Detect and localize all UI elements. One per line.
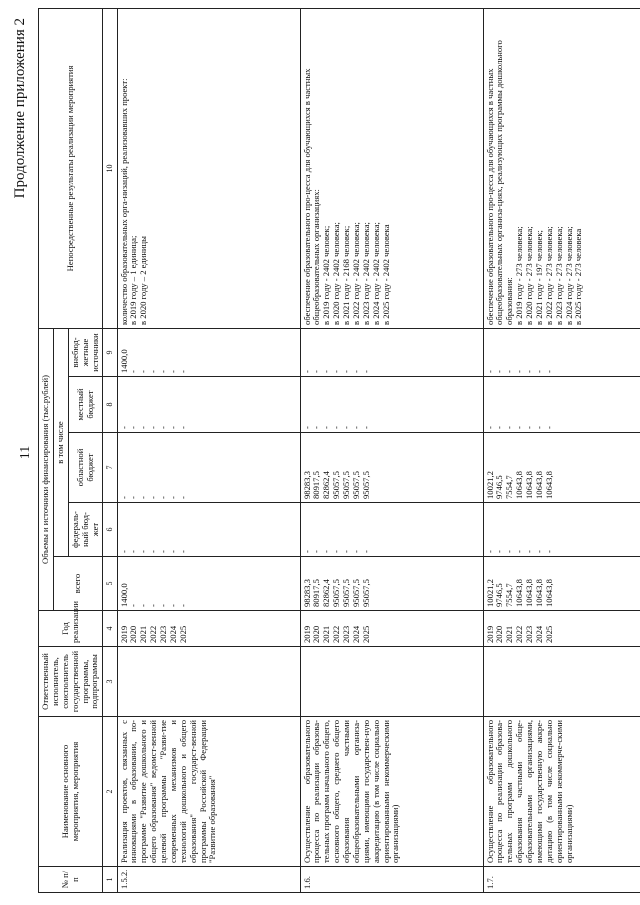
regional-value: 10643,8: [533, 471, 544, 499]
federal-value: -: [148, 550, 159, 553]
header-num: № п/п: [39, 867, 103, 893]
years-cell: [300, 611, 483, 647]
total-value: 10021,2: [484, 579, 495, 607]
extra-value: -: [504, 370, 515, 373]
total-value: 80917,5: [311, 579, 322, 607]
total-value: 82862,4: [321, 579, 332, 607]
local-value: -: [484, 426, 495, 429]
federal-cell: [483, 503, 640, 557]
regional-value: -: [148, 496, 159, 499]
local-value: -: [138, 426, 149, 429]
results-cell: [300, 8, 483, 328]
row-number: 1.6.: [300, 867, 483, 893]
extra-value: -: [341, 370, 352, 373]
results-cell: [117, 8, 300, 328]
executor-cell: [117, 647, 300, 717]
local-cell: [117, 377, 300, 433]
extra-value: -: [177, 370, 188, 373]
federal-value: -: [311, 550, 322, 553]
result-line: обеспечение образовательного про-цесса для обучающихся в частных общеобразовательных организациях:: [301, 68, 322, 325]
federal-value: -: [543, 550, 554, 553]
col-index: 3: [103, 647, 117, 717]
year-value: 2025: [543, 625, 554, 643]
result-line: в 2019 году - 273 человека;: [514, 226, 525, 325]
total-value: -: [138, 604, 149, 607]
col-index: 5: [103, 557, 117, 611]
regional-value: -: [128, 496, 139, 499]
regional-value: 95057,5: [341, 471, 352, 499]
regional-value: 9746,5: [494, 475, 505, 499]
extra-value: -: [321, 370, 332, 373]
total-cell: [117, 557, 300, 611]
extra-value: -: [158, 370, 169, 373]
regional-value: 10643,8: [514, 471, 525, 499]
regional-value: 98283,3: [301, 471, 312, 499]
total-value: -: [158, 604, 169, 607]
extra-value: -: [543, 370, 554, 373]
federal-value: -: [524, 550, 535, 553]
header-federal: федераль-ный бюд-жет: [68, 503, 103, 557]
year-value: 2024: [167, 625, 178, 643]
year-value: 2024: [350, 625, 361, 643]
result-line: количество образовательных орга-низаций, реализовавших проект:: [118, 78, 129, 325]
federal-value: -: [484, 550, 495, 553]
result-line: в 2020 году - 273 человека;: [524, 226, 535, 325]
header-incl: в том числе: [53, 328, 68, 556]
federal-value: -: [118, 550, 129, 553]
local-value: -: [311, 426, 322, 429]
total-cell: [483, 557, 640, 611]
year-value: 2019: [484, 625, 495, 643]
local-cell: [300, 377, 483, 433]
local-value: -: [118, 426, 129, 429]
extra-value: -: [484, 370, 495, 373]
regional-value: 80917,5: [311, 471, 322, 499]
local-value: -: [350, 426, 361, 429]
federal-value: -: [350, 550, 361, 553]
year-value: 2023: [524, 625, 535, 643]
table-row: [483, 8, 640, 892]
table-row: [117, 8, 300, 892]
result-line: обеспечение образовательного про-цесса для обучающихся в частных общеобразовательных организа-циях, реализующих программы дошкольного образования:: [484, 40, 515, 325]
result-line: в 2019 году – 1 единица;: [128, 235, 139, 325]
federal-value: -: [341, 550, 352, 553]
col-index: 7: [103, 433, 117, 503]
total-value: 10643,8: [514, 579, 525, 607]
financing-table: [38, 8, 640, 893]
total-value: -: [167, 604, 178, 607]
federal-value: -: [321, 550, 332, 553]
total-value: 95057,5: [341, 579, 352, 607]
local-value: -: [341, 426, 352, 429]
regional-cell: [300, 433, 483, 503]
col-index: 4: [103, 611, 117, 647]
regional-value: -: [118, 496, 129, 499]
extra-value: -: [350, 370, 361, 373]
federal-value: -: [167, 550, 178, 553]
row-number: 1.5.2.: [117, 867, 300, 893]
total-cell: [300, 557, 483, 611]
header-year: Год реализации: [39, 611, 103, 647]
result-line: в 2023 году - 2402 человека;: [360, 222, 371, 325]
extra-value: -: [301, 370, 312, 373]
table-row: [300, 8, 483, 892]
federal-cell: [117, 503, 300, 557]
regional-value: 95057,5: [360, 471, 371, 499]
extra-value: -: [494, 370, 505, 373]
regional-value: -: [138, 496, 149, 499]
result-line: в 2022 году - 2402 человека;: [350, 222, 361, 325]
extra-value: -: [167, 370, 178, 373]
federal-value: -: [177, 550, 188, 553]
regional-value: 7554,7: [504, 475, 515, 499]
local-value: -: [321, 426, 332, 429]
regional-value: 10643,8: [524, 471, 535, 499]
local-value: -: [128, 426, 139, 429]
result-line: в 2020 году – 2 единицы: [138, 236, 149, 325]
total-value: 1400,0: [118, 583, 129, 607]
regional-value: -: [167, 496, 178, 499]
local-cell: [483, 377, 640, 433]
federal-value: -: [533, 550, 544, 553]
result-line: в 2025 году - 2402 человека: [380, 224, 391, 325]
header-name: Наименование основного мероприятия, мероприятия: [39, 717, 103, 867]
federal-value: -: [128, 550, 139, 553]
local-value: -: [158, 426, 169, 429]
extra-value: -: [360, 370, 371, 373]
extra-value: -: [311, 370, 322, 373]
page-number: 11: [18, 445, 33, 460]
results-cell: [483, 8, 640, 328]
local-value: -: [504, 426, 515, 429]
total-value: -: [128, 604, 139, 607]
header-local: местный бюджет: [68, 377, 103, 433]
year-value: 2023: [158, 625, 169, 643]
years-cell: [117, 611, 300, 647]
local-value: -: [331, 426, 342, 429]
regional-cell: [117, 433, 300, 503]
federal-value: -: [301, 550, 312, 553]
total-value: 10643,8: [524, 579, 535, 607]
federal-value: -: [494, 550, 505, 553]
col-index: 1: [103, 867, 117, 893]
header-funding: Объемы и источники финансирования (тыс.рублей): [39, 328, 54, 610]
result-line: в 2023 году - 273 человека;: [553, 226, 564, 325]
continuation-caption: Продолжение приложения 2: [12, 18, 28, 199]
regional-value: 10021,2: [484, 471, 495, 499]
extra-value: -: [514, 370, 525, 373]
result-line: в 2020 году - 2402 человека;: [331, 222, 342, 325]
total-value: 10643,8: [543, 579, 554, 607]
year-value: 2020: [494, 625, 505, 643]
year-value: 2021: [138, 625, 149, 643]
total-value: 7554,7: [504, 583, 515, 607]
extra-value: -: [138, 370, 149, 373]
local-value: -: [301, 426, 312, 429]
extra-value: -: [128, 370, 139, 373]
total-value: 95057,5: [331, 579, 342, 607]
year-value: 2025: [177, 625, 188, 643]
year-value: 2019: [118, 625, 129, 643]
result-line: в 2019 году - 2402 человек;: [321, 225, 332, 325]
local-value: -: [524, 426, 535, 429]
extra-value: -: [533, 370, 544, 373]
col-index: 2: [103, 717, 117, 867]
local-value: -: [167, 426, 178, 429]
year-value: 2021: [321, 625, 332, 643]
result-line: в 2024 году - 2402 человека;: [370, 222, 381, 325]
federal-value: -: [360, 550, 371, 553]
local-value: -: [514, 426, 525, 429]
result-line: в 2025 году - 273 человека: [573, 228, 584, 325]
years-cell: [483, 611, 640, 647]
federal-value: -: [158, 550, 169, 553]
total-value: 95057,5: [350, 579, 361, 607]
local-value: -: [543, 426, 554, 429]
year-value: 2025: [360, 625, 371, 643]
total-value: -: [148, 604, 159, 607]
year-value: 2019: [301, 625, 312, 643]
regional-value: -: [158, 496, 169, 499]
col-index: 10: [103, 8, 117, 328]
regional-value: 82862,4: [321, 471, 332, 499]
header-row-1: [39, 8, 54, 892]
federal-value: -: [331, 550, 342, 553]
activity-name: Осуществление образовательного процесса по реализации образова-тельных программ начального общего, основного общего, среднего общего образования частными общеобразовательными организа-циями, имеющими государствен-ную аккредитацию (в том числе социально ориентированными некоммерческими организациями): [300, 717, 483, 867]
regional-value: 10643,8: [543, 471, 554, 499]
activity-name: Реализация проектов, связанных с инновациями в образовании, по-программе "Развитие дошкольного и общего образования" ведомст-венной целевой программы "Разви-тие современных механизмов и технологий дошкольного и общего образования" государст-венной программы Российской Федерации "Развитие образования": [117, 717, 300, 867]
year-value: 2022: [331, 625, 342, 643]
year-value: 2024: [533, 625, 544, 643]
year-value: 2020: [311, 625, 322, 643]
year-value: 2022: [514, 625, 525, 643]
year-value: 2020: [128, 625, 139, 643]
result-line: в 2021 году - 197 человек;: [533, 230, 544, 325]
executor-cell: [483, 647, 640, 717]
local-value: -: [533, 426, 544, 429]
extra-cell: [300, 328, 483, 376]
header-results: Непосредственные результаты реализации мероприятия: [39, 8, 103, 328]
result-line: в 2022 году - 273 человека;: [543, 226, 554, 325]
regional-cell: [483, 433, 640, 503]
extra-cell: [117, 328, 300, 376]
regional-value: -: [177, 496, 188, 499]
federal-cell: [300, 503, 483, 557]
result-line: в 2021 году - 2168 человек;: [341, 225, 352, 325]
federal-value: -: [504, 550, 515, 553]
header-extra: внебюд-жетные источники: [68, 328, 103, 376]
executor-cell: [300, 647, 483, 717]
local-value: -: [494, 426, 505, 429]
extra-value: -: [524, 370, 535, 373]
year-value: 2021: [504, 625, 515, 643]
extra-value: -: [331, 370, 342, 373]
col-index: 8: [103, 377, 117, 433]
extra-cell: [483, 328, 640, 376]
regional-value: 95057,5: [331, 471, 342, 499]
total-value: 9746,5: [494, 583, 505, 607]
header-executor: Ответственный исполнитель, соисполнитель государственной программы, подпрограммы: [39, 647, 103, 717]
year-value: 2022: [148, 625, 159, 643]
col-index: 6: [103, 503, 117, 557]
extra-value: 1400,0: [118, 349, 129, 373]
local-value: -: [177, 426, 188, 429]
activity-name: Осуществление образовательного процесса по реализации образова-тельных программ дошкольного образования частными обще-образовательными организациями, имеющими государственную аккре-дитацию (в том числе социально ориентированными некоммерче-скими организациями): [483, 717, 640, 867]
header-regional: областной бюджет: [68, 433, 103, 503]
local-value: -: [360, 426, 371, 429]
header-total: всего: [53, 557, 103, 611]
total-value: 98283,3: [301, 579, 312, 607]
column-index-row: [103, 8, 117, 892]
col-index: 9: [103, 328, 117, 376]
total-value: 10643,8: [533, 579, 544, 607]
federal-value: -: [514, 550, 525, 553]
local-value: -: [148, 426, 159, 429]
result-line: в 2024 году - 273 человека;: [563, 226, 574, 325]
year-value: 2023: [341, 625, 352, 643]
total-value: -: [177, 604, 188, 607]
regional-value: 95057,5: [350, 471, 361, 499]
extra-value: -: [148, 370, 159, 373]
total-value: 95057,5: [360, 579, 371, 607]
row-number: 1.7.: [483, 867, 640, 893]
federal-value: -: [138, 550, 149, 553]
